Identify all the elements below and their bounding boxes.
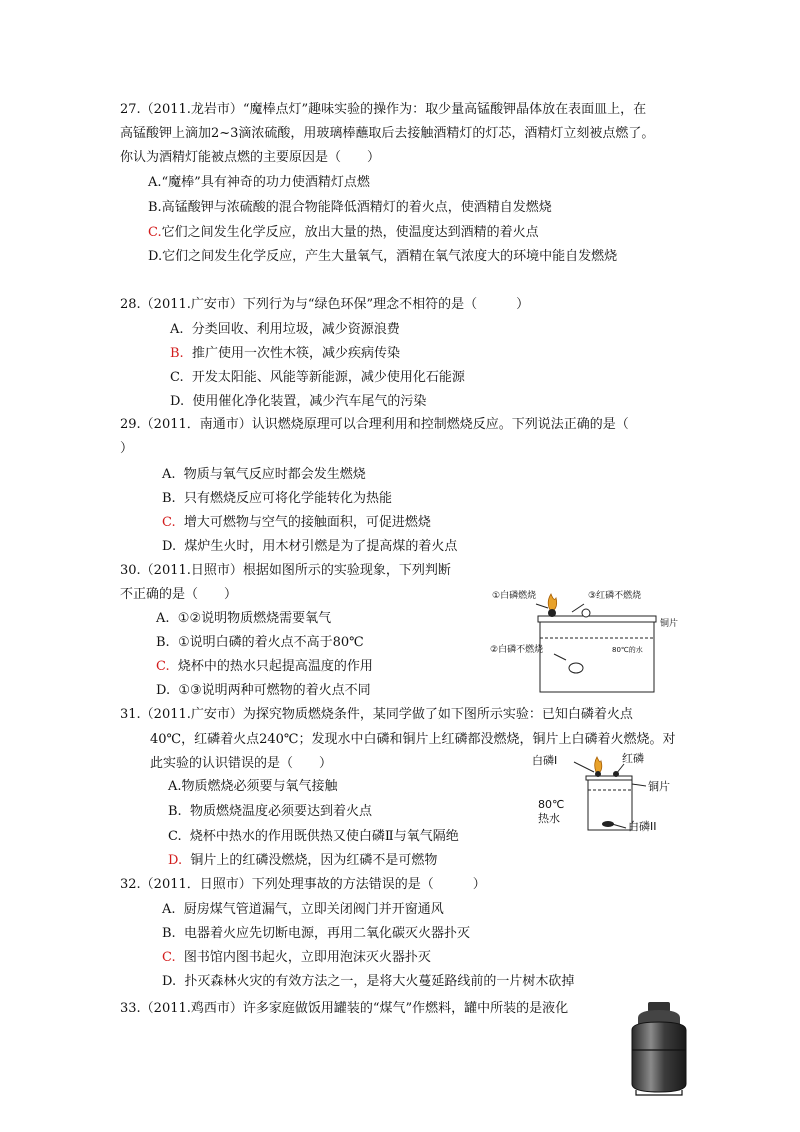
fig31-white1-label: 白磷I	[532, 754, 558, 767]
q27-option-a: A.“魔棒”具有神奇的功力使酒精灯点燃	[148, 175, 370, 190]
fig30-label-2: ②白磷不燃烧	[490, 645, 544, 655]
answer-letter: C.	[162, 515, 176, 530]
q29-option-d: D. 煤炉生火时，用木材引燃是为了提高煤的着火点	[162, 539, 458, 554]
q30-option-b: B. ①说明白磷的着火点不高于80℃	[156, 635, 364, 650]
q27-option-d: D.它们之间发生化学反应，产生大量氧气，酒精在氧气浓度大的环境中能自发燃烧	[148, 249, 618, 264]
q28-option-d: D. 使用催化净化装置，减少汽车尾气的污染	[170, 394, 427, 409]
q32-option-a: A. 厨房煤气管道漏气，立即关闭阀门并开窗通风	[162, 902, 444, 917]
q30-option-d: D. ①③说明两种可燃物的着火点不同	[156, 683, 371, 698]
q29-line-2: ）	[120, 441, 134, 456]
q27-line-3: 你认为酒精灯能被点燃的主要原因是（ ）	[120, 150, 381, 165]
fig31-leader-white2	[612, 824, 626, 828]
q31-line-2: 40℃，红磷着火点240℃；发现水中白磷和铜片上红磷都没燃烧，铜片上白磷着火燃烧。对	[150, 732, 676, 747]
q30-figure	[488, 586, 700, 696]
fig30-label-3: ③红磷不燃烧	[588, 591, 642, 601]
q28-option-c: C. 开发太阳能、风能等新能源，减少使用化石能源	[170, 370, 465, 385]
fig31-hot-water-label: 热水	[538, 812, 560, 825]
fig31-white-phosphorus-2	[602, 821, 614, 827]
fig30-water-label: 80℃的水	[612, 646, 643, 654]
fig31-leader-copper	[632, 784, 646, 786]
answer-letter: D.	[168, 853, 183, 868]
q29-option-a: A. 物质与氧气反应时都会发生燃烧	[162, 467, 366, 482]
answer-letter: C.	[148, 225, 162, 240]
q28-option-b: B. 推广使用一次性木筷，减少疾病传染	[170, 346, 400, 361]
q31-option-b: B. 物质燃烧温度必须要达到着火点	[168, 804, 372, 819]
fig30-copper-label: 铜片	[660, 619, 679, 629]
q28-option-a: A. 分类回收、利用垃圾，减少资源浪费	[170, 322, 400, 337]
fig31-red-phosphorus	[613, 771, 619, 777]
q31-option-c: C. 烧杯中热水的作用既供热又使白磷Ⅱ与氧气隔绝	[168, 829, 459, 844]
fig31-temp-label: 80℃	[538, 798, 565, 811]
copper-plate	[538, 616, 656, 622]
q27-option-c: C.它们之间发生化学反应，放出大量的热，使温度达到酒精的着火点	[148, 225, 539, 240]
q31-option-d: D. 铜片上的红磷没燃烧，因为红磷不是可燃物	[168, 853, 438, 868]
q28-line-1: 28.（2011.广安市）下列行为与“绿色环保”理念不相符的是（ ）	[120, 297, 530, 312]
fig31-copper-label: 铜片	[648, 780, 670, 793]
q31-option-a: A.物质燃烧必须要与氧气接触	[168, 779, 338, 794]
q27-line-1: 27.（2011.龙岩市）“魔棒点灯”趣味实验的操作为：取少量高锰酸钾晶体放在表面皿上，在	[120, 102, 647, 117]
fig31-white-phosphorus-1	[595, 771, 601, 777]
fig30-label-1: ①白磷燃烧	[492, 591, 537, 601]
q27-option-b: B.高锰酸钾与浓硫酸的混合物能降低酒精灯的着火点，使酒精自发燃烧	[148, 200, 552, 215]
cylinder-body	[632, 1022, 686, 1092]
gas-cylinder-image	[624, 1000, 694, 1096]
fig31-flame-icon	[595, 757, 602, 772]
q32-line-1: 32.（2011．日照市）下列处理事故的方法错误的是（ ）	[120, 877, 486, 892]
q27-line-2: 高锰酸钾上滴加2~3滴浓硫酸，用玻璃棒蘸取后去接触酒精灯的灯芯，酒精灯立刻被点燃了。	[120, 126, 655, 141]
answer-letter: C.	[162, 950, 176, 965]
flame-icon	[548, 594, 556, 610]
q32-option-d: D. 扑灭森林火灾的有效方法之一，是将大火蔓延路线前的一片树木砍掉	[162, 974, 575, 989]
fig31-white2-label: 白磷II	[628, 820, 657, 833]
q30-option-a: A. ①②说明物质燃烧需要氧气	[156, 611, 332, 626]
answer-letter: B.	[170, 346, 184, 361]
q32-option-b: B. 电器着火应先切断电源，再用二氧化碳灭火器扑灭	[162, 926, 470, 941]
q29-option-c: C. 增大可燃物与空气的接触面积，可促进燃烧	[162, 515, 431, 530]
q31-line-3: 此实验的认识错误的是（ ）	[150, 756, 333, 771]
beaker	[540, 622, 654, 692]
white-phosphorus-in-water	[569, 663, 583, 673]
q30-line-2: 不正确的是（ ）	[120, 587, 238, 602]
leader-line-2	[554, 654, 566, 660]
q31-figure	[528, 750, 688, 840]
fig31-copper-plate	[586, 776, 632, 780]
q29-line-1: 29.（2011．南通市）认识燃烧原理可以合理利用和控制燃烧反应。下列说法正确的是（	[120, 417, 629, 432]
q33-line-1: 33.（2011.鸡西市）许多家庭做饭用罐装的“煤气”作燃料，罐中所装的是液化	[120, 1001, 569, 1016]
red-phosphorus	[582, 609, 590, 617]
q29-option-b: B. 只有燃烧反应可将化学能转化为热能	[162, 491, 392, 506]
q30-line-1: 30.（2011.日照市）根据如图所示的实验现象，下列判断	[120, 563, 451, 578]
q30-option-c: C. 烧杯中的热水只起提高温度的作用	[156, 659, 373, 674]
answer-letter: C.	[156, 659, 170, 674]
white-phosphorus-burning	[548, 609, 556, 617]
fig31-red-label: 红磷	[622, 752, 644, 765]
fig31-leader-white1	[574, 762, 594, 772]
q31-line-1: 31.（2011.广安市）为探究物质燃烧条件，某同学做了如下图所示实验：已知白磷着火点	[120, 707, 633, 722]
leader-line-1	[536, 604, 548, 608]
q32-option-c: C. 图书馆内图书起火，立即用泡沫灭火器扑灭	[162, 950, 431, 965]
